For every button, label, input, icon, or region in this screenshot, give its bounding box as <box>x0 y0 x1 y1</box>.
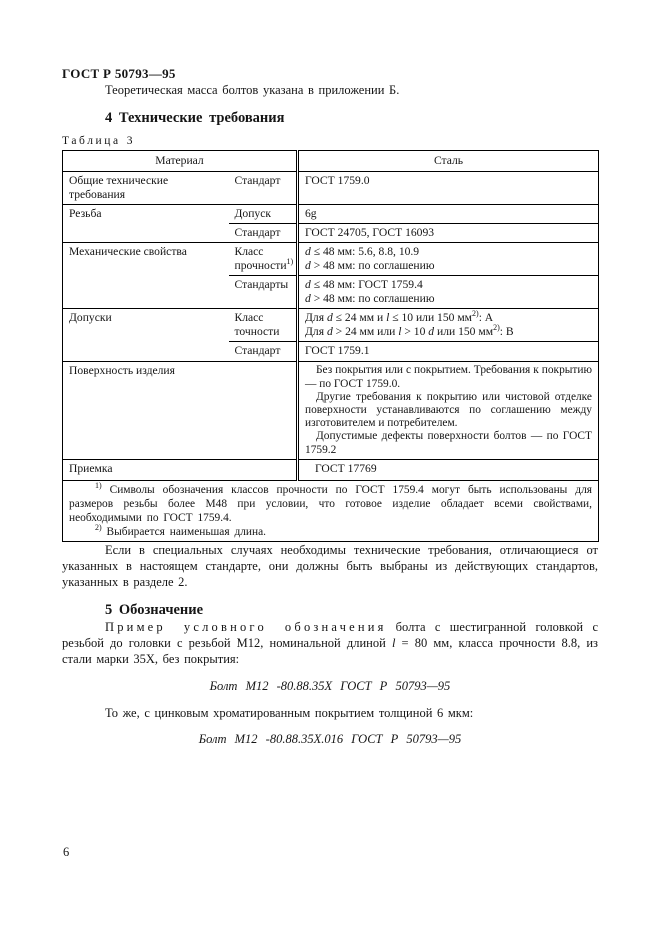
thread-standard-value: ГОСТ 24705, ГОСТ 16093 <box>298 224 599 243</box>
footnote-1: $^{1)}$ Символы обозначения классов прочности по ГОСТ 1759.4 могут быть использованы для размеров резьбы более М48 при условии, что готовое изделие обладает всеми свойствами, необходимыми по ГОСТ 1759.4. <box>69 480 592 524</box>
surface-paragraph-1: Без покрытия или с покрытием. Требования к покрытию — по ГОСТ 1759.0. <box>305 364 592 390</box>
doc-code-header: ГОСТ Р 50793—95 <box>62 66 176 81</box>
accuracy-class-value: Для d ≤ 24 мм и l ≤ 10 или 150 $мм^{2)}$: А Для d > 24 мм или l > 10 d или 150 $мм^{2)}$: В <box>298 309 599 342</box>
footnote1-marker: 1) <box>95 480 102 490</box>
acceptance-value: ГОСТ 17769 <box>298 459 599 480</box>
table-row <box>63 205 599 224</box>
designation-2: Болт М12 -80.88.35Х.016 ГОСТ Р 50793—95 <box>198 731 462 746</box>
footnote2-marker: 2) <box>95 522 102 532</box>
mech-standards-value: d ≤ 48 мм: ГОСТ 1759.4 d > 48 мм: по соглашению <box>298 276 599 309</box>
thread-tolerance-sublabel: Допуск <box>229 205 298 224</box>
general-standard-sublabel: Стандарт <box>229 172 298 205</box>
table-row <box>63 309 599 342</box>
table-footnotes <box>63 480 599 541</box>
general-requirements-label: Общие технические требования <box>63 172 229 205</box>
footnote2-marker: 2) <box>493 323 500 333</box>
section5-heading: 5 Обозначение <box>105 601 204 618</box>
footnote1-marker: 1) <box>286 257 294 267</box>
intro-paragraph: Теоретическая масса болтов указана в приложении Б. <box>105 83 400 97</box>
tolerances-label: Допуски <box>63 309 229 362</box>
header-steel: Сталь <box>298 151 599 172</box>
table-caption <box>62 135 598 147</box>
table-header-row <box>63 151 599 172</box>
tolerance-standard-sublabel: Стандарт <box>229 342 298 362</box>
strength-class-value: d ≤ 48 мм: 5.6, 8.8, 10.9 d > 48 мм: по соглашению <box>298 243 599 276</box>
mech-standards-sublabel: Стандарты <box>229 276 298 309</box>
table-caption-number: 3 <box>126 135 136 148</box>
accuracy-class-sublabel: Класс точности <box>229 309 298 342</box>
table-caption-label: Таблица <box>62 135 121 148</box>
designation-example-paragraph: Пример условного обозначения болта с шестигранной головкой с резьбой до головки с резьбой М12, номинальной длиной l = 80 мм, класса прочности 8.8, из стали марки 35Х, без покрытия: <box>62 619 599 667</box>
designation-1: Болт М12 -80.88.35Х ГОСТ Р 50793—95 <box>209 678 451 693</box>
thread-label: Резьба <box>63 205 229 243</box>
table-row <box>63 362 599 459</box>
requirements-table <box>62 150 599 541</box>
surface-label: Поверхность изделия <box>63 362 298 459</box>
example-lead-in: Пример условного обозначения <box>105 619 387 634</box>
section4-heading: 4 Технические требования <box>105 110 285 127</box>
page-number: 6 <box>63 845 70 859</box>
strength-class-sublabel: Класс прочности$^{1)}$ <box>229 243 298 276</box>
special-cases-paragraph: Если в специальных случаях необходимы технические требования, отличающиеся от указанных в настоящем стандарте, они должны быть выбраны из действующих стандартов, указанных в разделе 2. <box>62 542 598 590</box>
document-page <box>62 0 598 758</box>
mechanical-properties-label: Механические свойства <box>63 243 229 309</box>
general-standard-value: ГОСТ 1759.0 <box>298 172 599 205</box>
surface-paragraph-3: Допустимые дефекты поверхности болтов — по ГОСТ 1759.2 <box>305 430 592 456</box>
tolerance-standard-value: ГОСТ 1759.1 <box>298 342 599 362</box>
acceptance-label: Приемка <box>63 459 298 480</box>
header-material: Материал <box>155 154 204 168</box>
zinc-coating-paragraph: То же, с цинковым хроматированным покрытием толщиной 6 мкм: <box>105 705 474 720</box>
thread-tolerance-value: 6g <box>298 205 599 224</box>
table-row <box>63 459 599 480</box>
thread-standard-sublabel: Стандарт <box>229 224 298 243</box>
table-row <box>63 172 599 205</box>
footnote-2: $^{2)}$ Выбирается наименьшая длина. <box>95 522 267 538</box>
table-footnotes-row <box>63 480 599 541</box>
table-row <box>63 243 599 276</box>
surface-paragraph-2: Другие требования к покрытию или чистовой отделке поверхности устанавливаются по соглашению между изготовителем и потребителем. <box>305 390 592 430</box>
surface-value <box>298 362 599 459</box>
footnote2-marker: 2) <box>472 309 479 319</box>
